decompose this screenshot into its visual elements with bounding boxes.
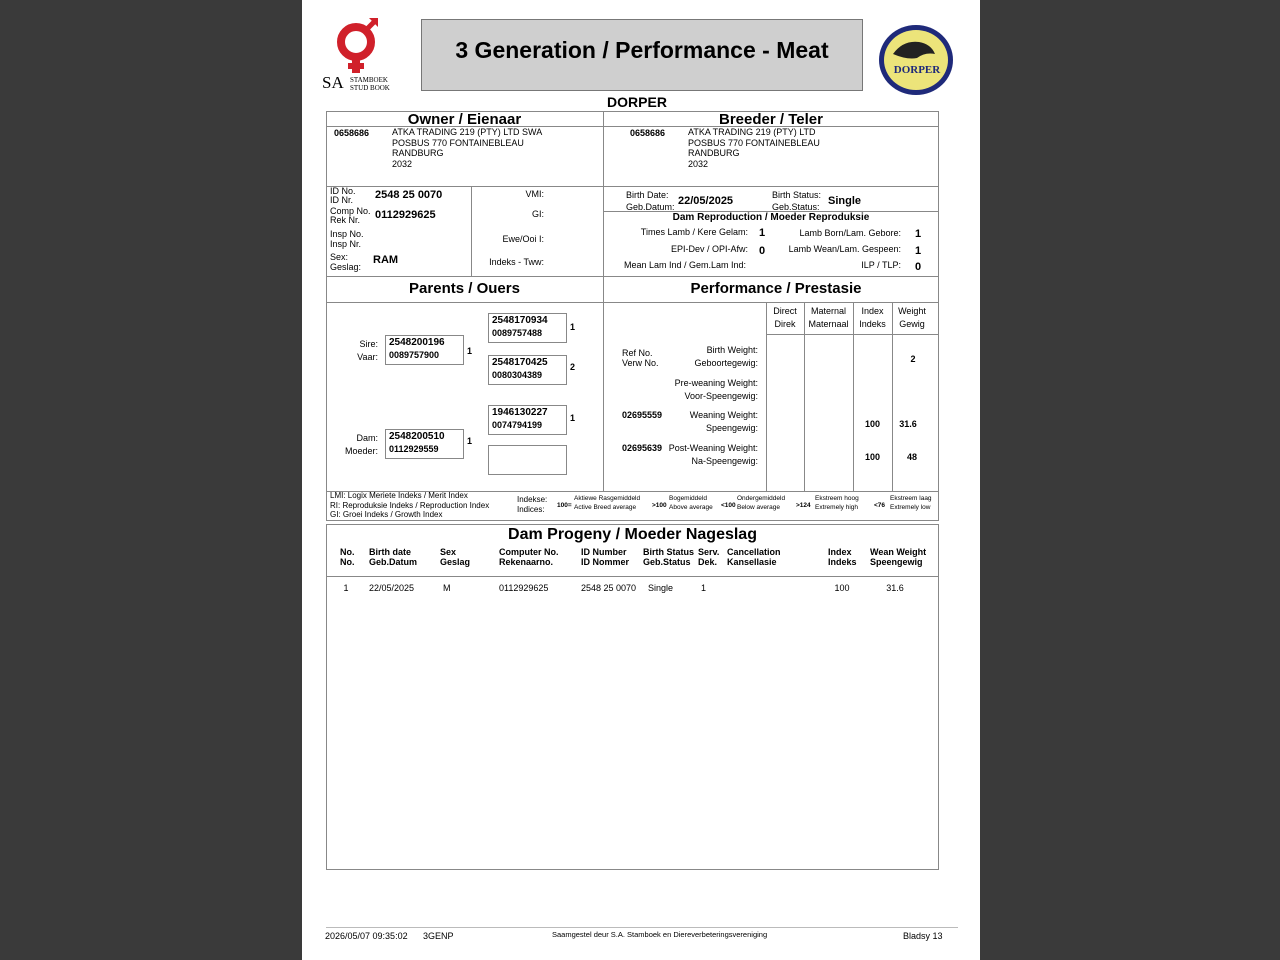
dorper-logo-text: DORPER xyxy=(893,64,941,76)
sire-box xyxy=(385,335,464,365)
legend-desc-below: Ondergemiddeld Below average xyxy=(737,495,786,511)
legend-definitions xyxy=(330,491,489,520)
lamb-born-label: Lamb Born/Lam. Gebore: xyxy=(799,228,901,238)
dam-repro-heading: Dam Reproduction / Moeder Reproduksie xyxy=(672,212,870,223)
page-title: 3 Generation / Performance - Meat xyxy=(455,37,829,63)
id-value: 2548 25 0070 xyxy=(375,189,443,201)
progeny-cell-birthdate: 22/05/2025 xyxy=(369,583,415,593)
legend-desc-high: Ekstreem hoog Extremely high xyxy=(815,495,859,511)
birth-status-label: Birth Status: Geb.Status: xyxy=(772,190,822,212)
times-lamb-label: Times Lamb / Kere Gelam: xyxy=(640,227,748,237)
progeny-col-computer: Computer No. Rekenaarno. xyxy=(499,547,559,567)
dam-sire-mark: 1 xyxy=(570,413,576,423)
legend-desc-above: Bogemiddeld Above average xyxy=(669,495,713,511)
perf-row-preweaning-label: Pre-weaning Weight: Voor-Speengewig: xyxy=(674,378,758,401)
epi-label: EPI-Dev / OPI-Afw: xyxy=(670,244,748,254)
progeny-cell-idnumber: 2548 25 0070 xyxy=(581,583,637,593)
breeder-address xyxy=(688,127,820,169)
perf-col-maternal: Maternal Maternaal xyxy=(808,306,849,329)
owner-heading: Owner / Eienaar xyxy=(407,111,522,128)
sire-dam-box xyxy=(488,355,567,385)
footer-divider xyxy=(326,927,958,928)
dorper-emblem-icon xyxy=(877,24,957,98)
dam-sire-comp: 0074794199 xyxy=(492,420,543,430)
progeny-col-serv: Serv. Dek. xyxy=(698,547,720,567)
breeder-number: 0658686 xyxy=(630,128,666,138)
sire-sire-mark: 1 xyxy=(570,322,576,332)
sire-sire-comp: 0089757488 xyxy=(492,328,543,338)
progeny-cell-serv: 1 xyxy=(701,583,707,593)
sire-sire-id: 2548170934 xyxy=(492,315,548,326)
sire-label: Sire: Vaar: xyxy=(357,339,378,362)
dorper-breed-logo xyxy=(877,24,957,98)
breed-name: DORPER xyxy=(607,94,667,110)
epi-value: 0 xyxy=(759,245,766,257)
vmi-label: VMI: xyxy=(525,189,544,199)
progeny-col-idnumber: ID Number ID Nommer xyxy=(581,547,630,567)
progeny-cell-computer: 0112929625 xyxy=(499,583,549,593)
progeny-col-no: No. No. xyxy=(340,547,355,567)
breeder-line: RANDBURG xyxy=(688,148,740,158)
dam-label: Dam: Moeder: xyxy=(344,433,378,456)
dam-id: 2548200510 xyxy=(389,431,445,442)
lamb-born-value: 1 xyxy=(915,228,922,240)
ilp-label: ILP / TLP: xyxy=(861,260,901,270)
indeks-label: Indeks - Tww: xyxy=(489,257,544,267)
legend-lmi: LMI: Logix Meriete Indeks / Merit Index xyxy=(330,491,468,500)
dam-sire-box xyxy=(488,405,567,435)
perf-col-weight: Weight Gewig xyxy=(898,306,926,329)
footer-timestamp: 2026/05/07 09:35:02 xyxy=(325,931,408,941)
sire-dam-id: 2548170425 xyxy=(492,357,548,368)
progeny-cell-index: 100 xyxy=(834,583,850,593)
perf-row-weaning-label: Weaning Weight: Speengewig: xyxy=(689,410,758,433)
progeny-col-birthstatus: Birth Status Geb.Status xyxy=(643,547,695,567)
perf-row-postweaning-weight: 48 xyxy=(906,452,917,462)
owner-line: POSBUS 770 FONTAINEBLEAU xyxy=(392,137,524,148)
sex-value: RAM xyxy=(373,254,399,266)
perf-row-postweaning-ref: 02695639 xyxy=(622,443,663,453)
legend-sym-above: >100 xyxy=(652,502,667,509)
dam-box xyxy=(385,429,464,459)
ewe-label: Ewe/Ooi I: xyxy=(502,234,544,244)
sire-mark: 1 xyxy=(467,346,473,356)
owner-line: RANDBURG xyxy=(392,148,444,158)
progeny-cell-sex: M xyxy=(443,583,451,593)
owner-line: ATKA TRADING 219 (PTY) LTD SWA xyxy=(392,127,543,137)
owner-line: 2032 xyxy=(392,158,413,169)
footer-page-number: Bladsy 13 xyxy=(903,931,943,941)
id-label: ID No. ID Nr. xyxy=(330,186,356,205)
owner-address xyxy=(392,127,542,169)
progeny-col-sex: Sex Geslag xyxy=(440,547,471,567)
lamb-wean-value: 1 xyxy=(915,245,922,257)
perf-col-index: Index Indeks xyxy=(859,306,886,329)
comp-label: Comp No. Rek Nr. xyxy=(330,206,371,225)
progeny-heading: Dam Progeny / Moeder Nageslag xyxy=(508,526,757,543)
document-page xyxy=(302,0,980,960)
owner-number: 0658686 xyxy=(334,128,370,138)
dam-dam-box xyxy=(488,445,567,475)
legend-sym-low: <76 xyxy=(874,502,886,509)
legend-desc-low: Ekstreem laag Extremely low xyxy=(890,495,932,511)
perf-row-weaning-weight: 31.6 xyxy=(899,419,917,429)
legend-gi: GI: Groei Indeks / Growth Index xyxy=(330,510,443,520)
progeny-row xyxy=(302,583,980,595)
dam-comp: 0112929559 xyxy=(389,444,439,454)
progeny-col-birthdate: Birth date Geb.Datum xyxy=(369,547,418,567)
ilp-value: 0 xyxy=(915,261,922,273)
breeder-line: ATKA TRADING 219 (PTY) LTD xyxy=(688,127,816,137)
perf-row-postweaning-index: 100 xyxy=(864,452,881,462)
sire-dam-mark: 2 xyxy=(570,362,576,372)
times-lamb-value: 1 xyxy=(759,227,766,239)
sex-label: Sex: Geslag: xyxy=(330,252,362,272)
parents-heading: Parents / Ouers xyxy=(409,280,520,297)
perf-row-postweaning-label: Post-Weaning Weight: Na-Speengewig: xyxy=(668,443,758,466)
sire-sire-box xyxy=(488,313,567,343)
insp-label: Insp No. Insp Nr. xyxy=(330,229,364,249)
stamboek-text: STAMBOEK xyxy=(350,76,388,84)
progeny-col-weanweight: Wean Weight Speengewig xyxy=(870,547,927,567)
progeny-col-cancellation: Cancellation Kansellasie xyxy=(727,547,781,567)
birth-status-value: Single xyxy=(828,195,862,207)
legend-sym-below: <100 xyxy=(721,502,736,509)
sire-dam-comp: 0080304389 xyxy=(492,370,543,380)
progeny-cell-no: 1 xyxy=(343,583,349,593)
perf-row-weaning-ref: 02695559 xyxy=(622,410,663,420)
legend-desc-avg: Aktiewe Rasgemiddeld Active Breed average xyxy=(574,495,641,511)
gi-label: GI: xyxy=(531,209,544,219)
comp-value: 0112929625 xyxy=(375,209,436,221)
legend-sym-avg: 100= xyxy=(557,502,572,509)
breeder-line: POSBUS 770 FONTAINEBLEAU xyxy=(688,137,820,148)
studbook-emblem-icon xyxy=(322,16,398,76)
sire-comp: 0089757900 xyxy=(389,350,440,360)
dam-sire-id: 1946130227 xyxy=(492,407,548,418)
mean-lam-label: Mean Lam Ind / Gem.Lam Ind: xyxy=(624,260,747,270)
sa-letters: SA xyxy=(322,73,344,92)
legend-sym-high: >124 xyxy=(796,502,811,509)
studbook-text: STUD BOOK xyxy=(350,84,390,92)
sire-id: 2548200196 xyxy=(389,337,445,348)
perf-row-weaning-index: 100 xyxy=(864,419,881,429)
footer-credit: Saamgestel deur S.A. Stamboek en Diereverbeteringsvereniging xyxy=(552,930,768,939)
footer-code: 3GENP xyxy=(423,931,454,941)
birth-date-label: Birth Date: Geb.Datum: xyxy=(626,190,675,212)
progeny-col-index: Index Indeks xyxy=(828,547,857,567)
lamb-wean-label: Lamb Wean/Lam. Gespeen: xyxy=(788,244,901,254)
breeder-line: 2032 xyxy=(688,158,709,169)
ref-no-label: Ref No. Verw No. xyxy=(622,348,659,368)
sa-studbook-logo xyxy=(322,16,398,94)
breeder-heading: Breeder / Teler xyxy=(719,111,823,128)
performance-heading: Performance / Prestasie xyxy=(690,280,862,297)
dam-mark: 1 xyxy=(467,436,473,446)
birth-date-value: 22/05/2025 xyxy=(678,195,734,207)
perf-row-birth-weight: 2 xyxy=(910,354,916,364)
legend-indices-label: Indekse: Indices: xyxy=(517,495,548,514)
legend-ri: RI: Reproduksie Indeks / Reproduction Index xyxy=(330,500,490,510)
perf-row-birth-label: Birth Weight: Geboortegewig: xyxy=(694,345,758,368)
progeny-cell-weanweight: 31.6 xyxy=(886,583,904,593)
progeny-cell-birthstatus: Single xyxy=(648,583,674,593)
perf-col-direct: Direct Direk xyxy=(773,306,797,329)
